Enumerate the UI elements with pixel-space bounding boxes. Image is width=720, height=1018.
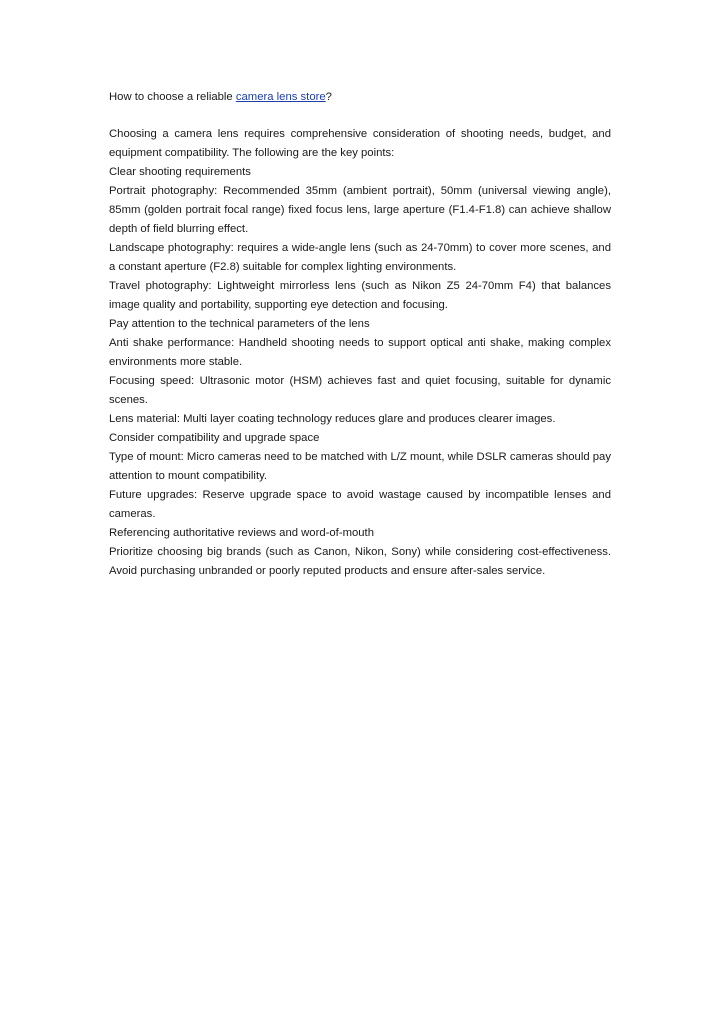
landscape-photography-paragraph: Landscape photography: requires a wide-angle lens (such as 24-70mm) to cover more scenes, and a constant aperture (F2.8) suitable for complex lighting environments. [109,242,611,273]
title-prefix: How to choose a reliable [109,91,236,103]
intro-paragraph: Choosing a camera lens requires comprehensive consideration of shooting needs, budget, and equipment compatibility. The following are the key points: [109,128,611,159]
section-heading-reviews: Referencing authoritative reviews and word-of-mouth [109,527,374,539]
portrait-photography-paragraph: Portrait photography: Recommended 35mm (ambient portrait), 50mm (universal viewing angle), 85mm (golden portrait focal range) fixed focus lens, large aperture (F1.4-F1.8) can achieve shallow depth of field blurring effect. [109,185,611,235]
section-heading-technical-parameters: Pay attention to the technical parameters of the lens [109,318,370,330]
title-suffix: ? [325,91,332,103]
document-page [109,88,611,581]
anti-shake-paragraph: Anti shake performance: Handheld shooting needs to support optical anti shake, making complex environments more stable. [109,337,611,368]
lens-material-paragraph: Lens material: Multi layer coating technology reduces glare and produces clearer images. [109,413,556,425]
mount-type-paragraph: Type of mount: Micro cameras need to be matched with L/Z mount, while DSLR cameras should pay attention to mount compatibility. [109,451,611,482]
camera-lens-store-link[interactable]: camera lens store [235,91,326,103]
brands-paragraph: Prioritize choosing big brands (such as Canon, Nikon, Sony) while considering cost-effectiveness. Avoid purchasing unbranded or poorly reputed products and ensure after-sales service. [109,546,611,577]
section-heading-shooting-requirements: Clear shooting requirements [109,166,251,178]
future-upgrades-paragraph: Future upgrades: Reserve upgrade space to avoid wastage caused by incompatible lenses and cameras. [109,489,611,520]
focusing-speed-paragraph: Focusing speed: Ultrasonic motor (HSM) achieves fast and quiet focusing, suitable for dynamic scenes. [109,375,611,406]
document-title [109,88,611,107]
travel-photography-paragraph: Travel photography: Lightweight mirrorless lens (such as Nikon Z5 24-70mm F4) that balances image quality and portability, supporting eye detection and focusing. [109,280,611,311]
section-heading-compatibility: Consider compatibility and upgrade space [109,432,320,444]
